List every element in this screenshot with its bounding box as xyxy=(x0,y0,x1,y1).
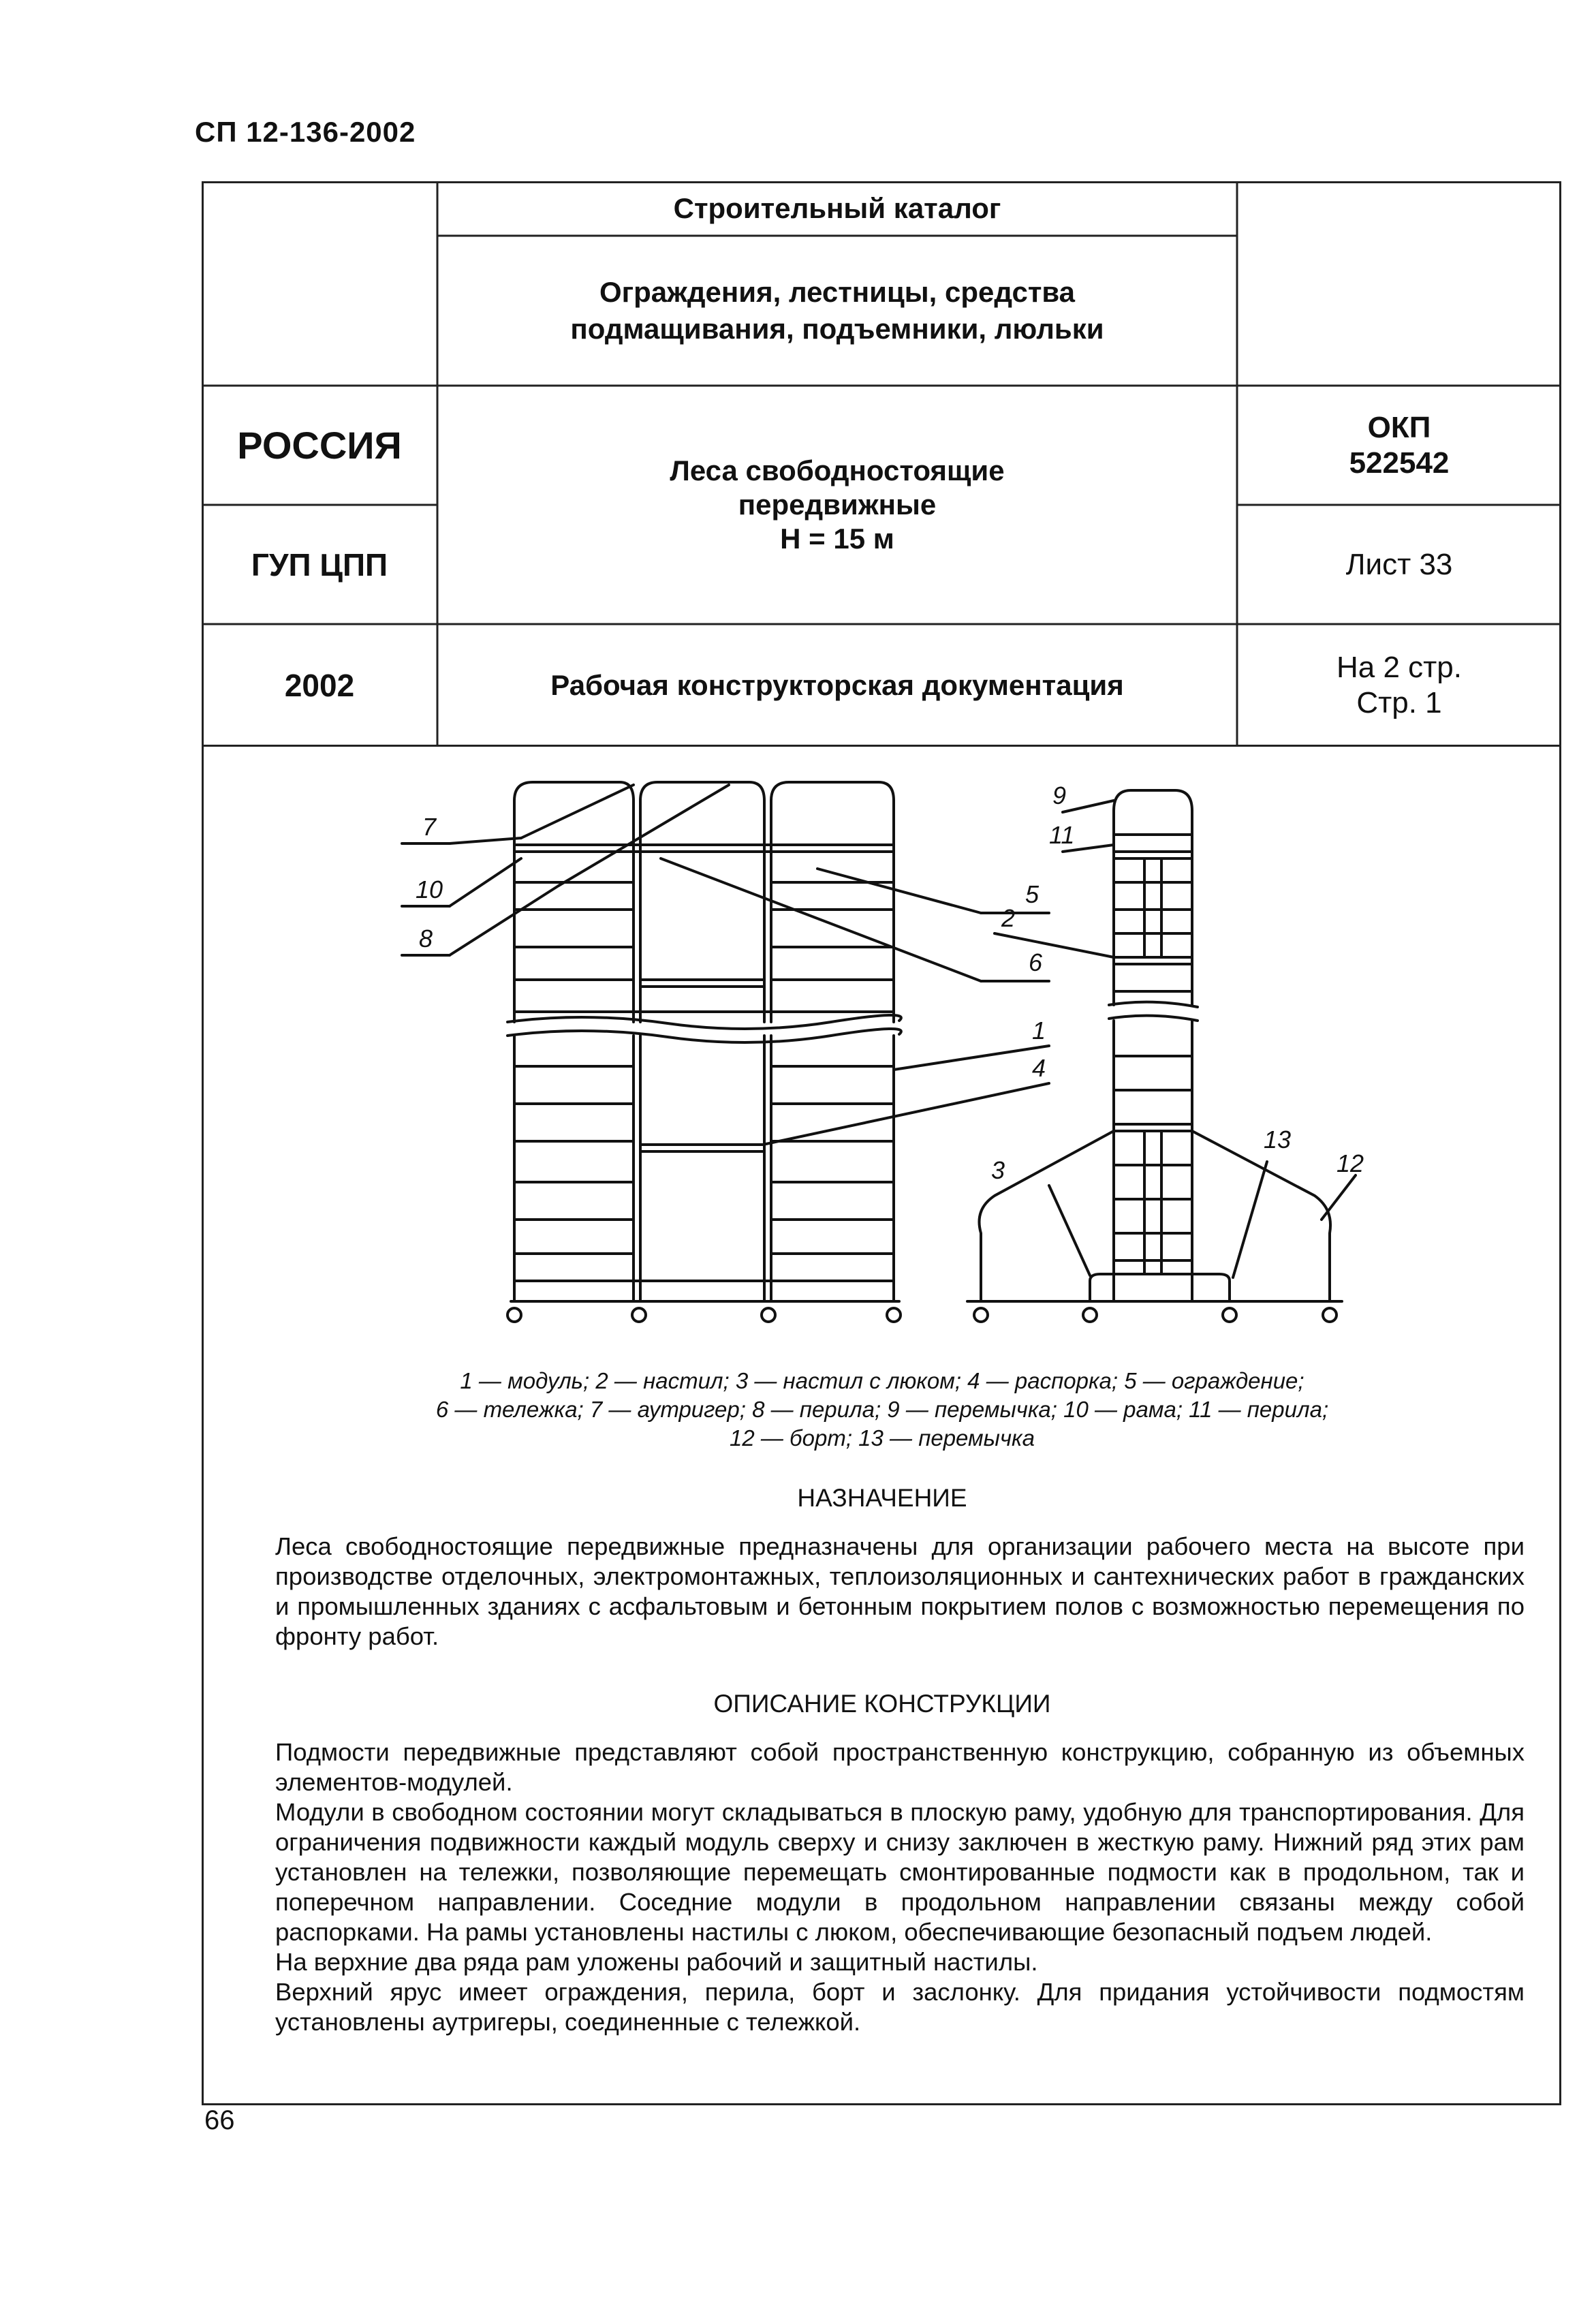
purpose-paragraph: Леса свободностоящие передвижные предназначены для организации рабочего места на высоте при производстве отделочных, электромонтажных, теплоизоляционных и сантехнических работ в гражданских и промышленных зданиях с асфальтовым и бетонным покрытием полов с возможностью перемещения по фронту работ. xyxy=(275,1532,1525,1650)
organization: ГУП ЦПП xyxy=(251,546,388,583)
description-paragraph-1: Подмости передвижные представляют собой пространственную конструкцию, собранную из объемных элементов-модулей. xyxy=(275,1738,1525,1796)
product-title xyxy=(437,386,1237,624)
callout-2: 2 xyxy=(1001,904,1016,932)
product-line-1: Леса свободностоящие xyxy=(670,454,1005,486)
callout-9: 9 xyxy=(1052,781,1067,809)
country: РОССИЯ xyxy=(237,424,402,467)
scaffold-drawing xyxy=(381,763,1403,1349)
description-text xyxy=(275,1737,1525,2037)
legend-line-3: 12 — борт; 13 — перемычка xyxy=(730,1425,1035,1451)
description-title: ОПИСАНИЕ КОНСТРУКЦИИ xyxy=(713,1690,1051,1718)
category-line-2: подмащивания, подъемники, люльки xyxy=(570,313,1104,345)
document-code: СП 12-136-2002 xyxy=(195,116,416,148)
product-line-3: Н = 15 м xyxy=(780,523,894,555)
callout-5: 5 xyxy=(1025,880,1040,908)
product-line-2: передвижные xyxy=(738,489,937,521)
okp-label: ОКП xyxy=(1367,410,1431,444)
side-elevation xyxy=(967,790,1356,1322)
callout-11: 11 xyxy=(1049,821,1075,849)
legend-line-2: 6 — тележка; 7 — аутригер; 8 — перила; 9 — перемычка; 10 — рама; 11 — перила; xyxy=(435,1397,1329,1422)
callout-13: 13 xyxy=(1264,1126,1292,1153)
okp-block xyxy=(1237,386,1561,505)
catalog-title: Строительный каталог xyxy=(673,192,1001,224)
callout-12: 12 xyxy=(1337,1149,1364,1177)
callout-1: 1 xyxy=(1032,1017,1046,1044)
purpose-title: НАЗНАЧЕНИЕ xyxy=(797,1484,967,1512)
page-number: 66 xyxy=(204,2105,235,2135)
description-paragraph-3: На верхние два ряда рам уложены рабочий и защитный настилы. xyxy=(275,1948,1038,1976)
callout-7: 7 xyxy=(422,813,437,841)
callout-8: 8 xyxy=(419,925,433,952)
figure-legend xyxy=(272,1367,1492,1453)
purpose-text xyxy=(275,1532,1525,1652)
year: 2002 xyxy=(284,668,355,703)
category-line-1: Ограждения, лестницы, средства xyxy=(599,276,1076,308)
doc-type: Рабочая конструкторская документация xyxy=(550,669,1124,701)
description-paragraph-4: Верхний ярус имеет ограждения, перила, борт и заслонку. Для придания устойчивости подмостям установлены аутригеры, соединенные с тележкой. xyxy=(275,1978,1525,2036)
sheet-number: Лист 33 xyxy=(1345,547,1453,581)
callout-4: 4 xyxy=(1032,1054,1046,1082)
legend-line-1: 1 — модуль; 2 — настил; 3 — настил с люком; 4 — распорка; 5 — ограждение; xyxy=(460,1368,1304,1393)
front-elevation xyxy=(507,782,981,1322)
description-paragraph-2: Модули в свободном состоянии могут складываться в плоскую раму, удобную для транспортирования. Для ограничения подвижности каждый модуль сверху и снизу заключен в жесткую раму. Нижний ряд этих рам установлен на тележки, позволяющие перемещать смонтированные подмости как в продольном, так и поперечном направлении. Соседние модули в продольном направлении связаны между собой распорками. На рамы установлены настилы с люком, обеспечивающие безопасный подъем людей. xyxy=(275,1798,1525,1946)
okp-code: 522542 xyxy=(1349,446,1450,480)
pages-block xyxy=(1237,624,1561,747)
pages-total: На 2 стр. xyxy=(1336,651,1462,684)
page-current: Стр. 1 xyxy=(1356,686,1442,719)
category-title xyxy=(437,236,1237,386)
title-block xyxy=(202,181,1561,747)
callout-6: 6 xyxy=(1029,948,1043,976)
callout-10: 10 xyxy=(416,876,443,903)
callout-3: 3 xyxy=(991,1156,1005,1184)
